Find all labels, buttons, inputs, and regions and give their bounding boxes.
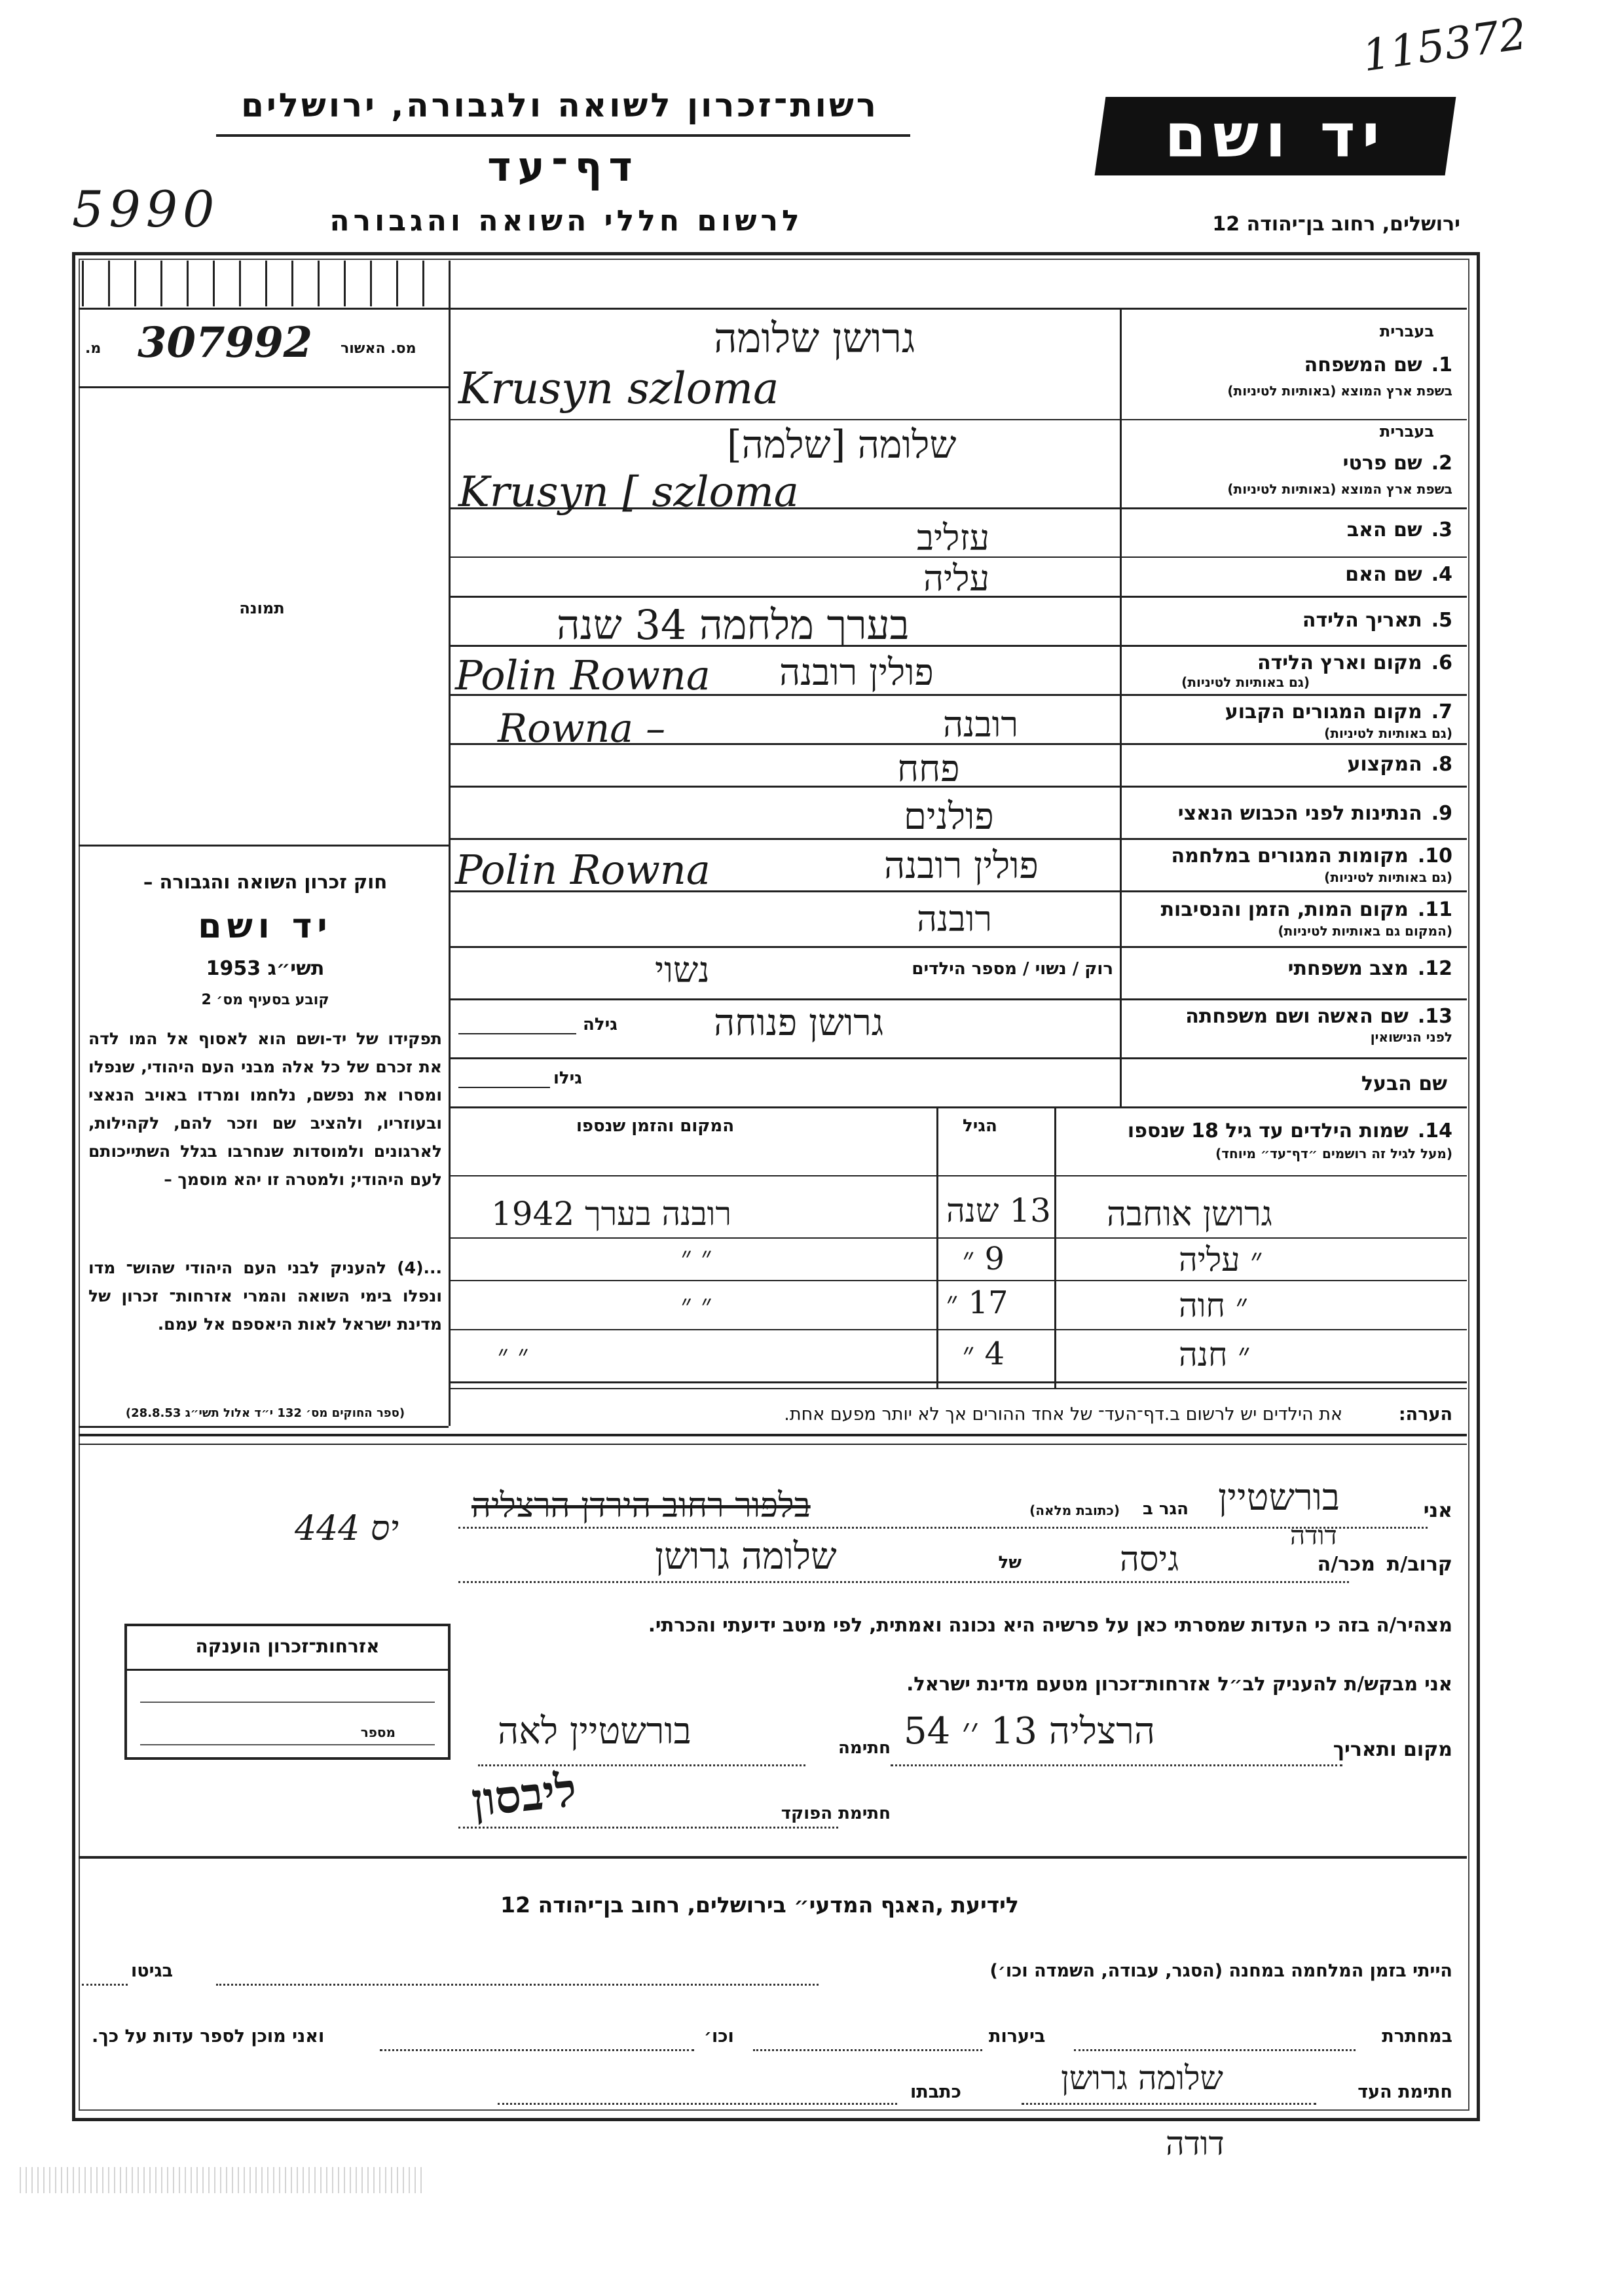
- field-3-value[interactable]: עזליב: [917, 517, 990, 558]
- note-bottom-line: [79, 1434, 1467, 1436]
- field-4-value[interactable]: עליה: [923, 558, 990, 599]
- child-2-place[interactable]: ״ ״: [681, 1241, 712, 1274]
- field-7-hint: (גם באותיות לטיניות): [1324, 725, 1452, 741]
- field-8-value[interactable]: פחח: [897, 748, 960, 790]
- field-7-value-he[interactable]: רובנה: [943, 704, 1018, 745]
- field-13-age-line: [458, 1033, 576, 1034]
- declaration-relative-value[interactable]: דודה: [1290, 1521, 1337, 1551]
- child-4-place[interactable]: ״ ״: [498, 1339, 529, 1372]
- form-subtitle: לרשום חללי השואה והגבורה: [329, 204, 803, 238]
- field-7-label: 7.מקום המגורים הקבוע: [1225, 701, 1452, 723]
- place-date-label: מקום ותאריך: [1333, 1738, 1452, 1761]
- left-column-divider: [449, 261, 451, 1426]
- footer-testimony-label: ואני מוכן לספר עדות על כך.: [92, 2026, 325, 2047]
- note-label: הערה:: [1398, 1404, 1452, 1425]
- children-row-line: [449, 1381, 1467, 1383]
- field-11-label: 11.מקום המות, הזמן והנסיבות: [1160, 898, 1452, 921]
- declaration-request: אני מבקש/ת להעניק לב״ל אזרחות־זכרון מטעם מדינת ישראל.: [906, 1673, 1452, 1695]
- field-2-value-he[interactable]: שלומה [שלמה]: [727, 422, 957, 467]
- declaration-line-2: [458, 1581, 1349, 1583]
- declaration-me-value[interactable]: בורשטיין: [1218, 1476, 1340, 1519]
- header-underline: [216, 134, 910, 137]
- law-year: תשי״ג 1953: [206, 957, 325, 980]
- declaration-friend-value[interactable]: גיסה: [1120, 1540, 1179, 1579]
- children-header-line: [449, 1175, 1467, 1176]
- top-tick-strip: [82, 261, 449, 306]
- note-bottom-line-2: [79, 1444, 1467, 1445]
- child-4-age[interactable]: 4 ״: [963, 1336, 1005, 1372]
- field-10-value-latin[interactable]: Polin Rowna: [455, 846, 710, 894]
- photo-label: תמונה: [239, 599, 285, 617]
- field-6-value-latin[interactable]: Polin Rowna: [455, 651, 710, 699]
- children-row-line: [449, 1237, 1467, 1239]
- footer-witness-value[interactable]: שלומה גרושן: [1061, 2059, 1223, 2097]
- official-signature-value[interactable]: ליבסון: [469, 1762, 580, 1828]
- field-7-value-latin[interactable]: Rowna –: [498, 706, 666, 752]
- field-6-hint: (גם באותיות לטיניות): [1181, 674, 1310, 690]
- place-date-line: [891, 1764, 1342, 1766]
- footer-underground-line: [1074, 2049, 1356, 2051]
- field-1-lang: בעברית: [1379, 322, 1434, 340]
- footer-forests-line: [753, 2049, 982, 2051]
- field-3-label: 3.שם האב: [1346, 519, 1452, 541]
- row-line: [449, 998, 1467, 1000]
- declaration-statement: מצהיר/ה בזה כי העדות שמסרתי כאן על פרשיה היא נכונה ואמתית, לפי מיטב ידיעתי והכרתי.: [648, 1614, 1452, 1636]
- field-9-label: 9.הנתינות לפני הכבוש הנאצי: [1177, 802, 1452, 825]
- field-13-label: 13.שם האשה ושם משפחתה: [1185, 1005, 1452, 1028]
- children-subtitle: (מעל לגיל זה רושמים ״דף־עד״ מיוחד): [1215, 1146, 1452, 1161]
- law-panel-top-line: [79, 845, 449, 847]
- row-line: [449, 946, 1467, 948]
- footer-ghetto-label: בגיטו: [131, 1961, 174, 1981]
- signature-label: חתימה: [838, 1738, 891, 1758]
- footer-underground-label: במחתרת: [1382, 2026, 1452, 2047]
- field-1-label: 1.שם המשפחה: [1304, 354, 1452, 376]
- footer-address-line: [498, 2103, 897, 2105]
- children-col-place: המקום והזמן שנספו: [576, 1116, 735, 1136]
- archive-number: 5990: [72, 180, 220, 238]
- field-9-value[interactable]: פולנים: [904, 795, 994, 838]
- declaration-me-label: אני: [1423, 1499, 1452, 1522]
- field-4-label: 4.שם האם: [1345, 563, 1452, 586]
- field-12-hint: רוק / נשוי / מספר הילדים: [912, 959, 1113, 979]
- official-signature-line: [458, 1827, 838, 1829]
- approval-line: [79, 386, 449, 388]
- row-line: [449, 838, 1467, 840]
- logo-text: יד ושם: [1164, 101, 1386, 171]
- children-name-divider: [1054, 1106, 1056, 1388]
- archive-stamp-number: 115372: [1359, 8, 1530, 82]
- child-1-name[interactable]: גרושן אוחבה: [1107, 1195, 1272, 1234]
- child-4-name[interactable]: ״ חנה: [1179, 1336, 1251, 1374]
- footer-ghetto-line: [82, 1984, 128, 1986]
- husband-age-label: גילו: [553, 1068, 582, 1088]
- footer-camp-label: הייתי בזמן המלחמה במחנה (הסגר, עבודה, השמדה וכו׳): [989, 1961, 1452, 1981]
- child-3-place[interactable]: ״ ״: [681, 1288, 712, 1322]
- top-band-line: [79, 308, 1467, 310]
- declaration-margin-note: 444 יס: [295, 1509, 399, 1548]
- declaration-relative-label: קרוב/ת: [1386, 1553, 1452, 1576]
- place-date-value[interactable]: הרצליה 13 ׳׳ 54: [904, 1710, 1155, 1753]
- declaration-friend-label: מכר/ה: [1317, 1553, 1375, 1576]
- declaration-address-hint: (כתובת מלאה): [1029, 1503, 1120, 1518]
- yad-vashem-logo: [1095, 97, 1456, 175]
- field-6-label: 6.מקום וארץ הלידה: [1257, 651, 1452, 674]
- footer-etc-line: [380, 2049, 694, 2051]
- law-name: יד ושם: [198, 907, 333, 946]
- label-column-divider: [1120, 308, 1122, 1106]
- law-text-2: ...(4) להעניק לבני העם היהודי שהוש־ מדו ונפלו בימי השואה והמרי אזרחות־ זכרון של מדינת ישראל לאות היאספם אל עמם.: [88, 1258, 442, 1334]
- declaration-resident-label: הגר ב: [1142, 1499, 1189, 1519]
- field-11-value[interactable]: רובנה: [917, 898, 992, 939]
- field-2-label: 2.שם פרטי: [1342, 452, 1452, 475]
- field-6-value-he[interactable]: פולין רובנה: [779, 651, 934, 694]
- row-line: [449, 1106, 1467, 1108]
- footer-top-line: [79, 1856, 1467, 1859]
- field-13-age-label: גילה: [583, 1015, 618, 1034]
- field-2-lang: בעברית: [1379, 422, 1434, 441]
- children-row-line: [449, 1280, 1467, 1281]
- child-3-age[interactable]: 17 ״: [946, 1285, 1008, 1321]
- field-12-value[interactable]: נשוי: [655, 949, 710, 991]
- field-12-label: 12.מצב משפחתי: [1287, 957, 1452, 980]
- row-line: [449, 419, 1467, 420]
- child-1-age[interactable]: 13 שנה: [946, 1192, 1051, 1230]
- footer-etc-label: וכו׳: [704, 2026, 734, 2047]
- field-5-label: 5.תאריך הלידה: [1302, 609, 1452, 632]
- declaration-of-label: של: [998, 1553, 1022, 1573]
- children-row-line: [449, 1329, 1467, 1330]
- row-line: [449, 1057, 1467, 1059]
- law-reference: (ספר החוקים מס׳ 132 י״ד אלול תשי״ג 28.8.53): [125, 1406, 405, 1420]
- citizenship-box-number: מספר: [360, 1724, 396, 1740]
- law-panel-bottom-line: [79, 1426, 449, 1428]
- citizenship-box: [124, 1624, 451, 1760]
- note-top-line: [449, 1388, 1467, 1389]
- husband-age-line: [458, 1087, 550, 1088]
- law-title: חוק זכרון השואה והגבורה –: [143, 871, 388, 893]
- approval-number-value: 307992: [138, 318, 313, 367]
- field-13-value[interactable]: גרושן פנוחה: [714, 1002, 884, 1044]
- footer-forests-label: ביערות: [989, 2026, 1046, 2047]
- field-5-value[interactable]: בערך מלחמה 34 שנה: [557, 601, 910, 649]
- field-10-value-he[interactable]: פולין רובנה: [884, 845, 1039, 887]
- child-3-name[interactable]: ״ חוה: [1179, 1286, 1249, 1324]
- footer-address-label: כתבתו: [910, 2082, 961, 2102]
- children-title: 14.שמות הילדים עד גיל 18 שנספו: [1127, 1120, 1452, 1142]
- children-col-age: הגיל: [963, 1116, 997, 1136]
- footer-witness-label: חתימת העד: [1357, 2082, 1452, 2102]
- field-10-label: 10.מקומות המגורים במלחמה: [1171, 845, 1452, 867]
- form-title: דף־עד: [487, 143, 639, 191]
- children-age-divider: [936, 1106, 938, 1388]
- field-2-value-latin[interactable]: Krusyn [ szloma: [458, 468, 799, 517]
- field-11-hint: (המקום גם באותיות לטיניות): [1278, 923, 1452, 939]
- field-1-value-latin[interactable]: Krusyn szloma: [458, 363, 779, 414]
- child-1-place[interactable]: רובנה בערך 1942: [491, 1195, 732, 1233]
- field-1-hint: בשפת ארץ המוצא (באותיות לטיניות): [1227, 383, 1452, 399]
- footer-info-title: לידיעת ,האגף המדעי״ בירושלים, רחוב בן־יהודה 12: [500, 1892, 1019, 1918]
- field-8-label: 8.המקצוע: [1347, 753, 1452, 776]
- authority-name: רשות־זכרון לשואה ולגבורה, ירושלים: [241, 86, 879, 124]
- header-address: ירושלים, רחוב בן־יהודה 12: [1212, 213, 1460, 236]
- child-2-age[interactable]: 9 ״: [963, 1241, 1005, 1277]
- declaration-address-value[interactable]: בלפור רחוב הירדן הרצליה: [471, 1486, 811, 1525]
- approval-mark: מ.: [85, 340, 101, 357]
- footer-camp-line: [216, 1984, 819, 1986]
- citizenship-box-title: אזרחות־זכרון הוענקה: [195, 1635, 380, 1657]
- child-2-name[interactable]: ״ עליה: [1179, 1241, 1263, 1279]
- signature-value[interactable]: בורשטיין לאה: [498, 1710, 692, 1753]
- law-text-1: תפקידו של יד-ושם הוא לאסוף אל המו לדה את זכרם של כל אלה מבני העם היהודי, שנפלו ומסרו את נפשם, נלחמו ומרדו באויב הנאצי ובעוזריו, ולהציב שם וזכר להם, לקהילות, לארגונים ולמוסדות שנחרבו בגלל השתייכותם לעם היהודי; ולמטרה זו יהא מוסמך –: [88, 1029, 442, 1189]
- field-10-hint: (גם באותיות לטיניות): [1324, 869, 1452, 885]
- field-13-hint: לפני הנישואין: [1370, 1029, 1452, 1045]
- approval-number-label: מס. האשור: [341, 340, 416, 357]
- official-signature-label: חתימת הפוקד: [781, 1804, 891, 1823]
- field-2-hint: בשפת ארץ המוצא (באותיות לטיניות): [1227, 481, 1452, 497]
- note-text: את הילדים יש לרשום ב.דף־העד־ של אחד ההורים אך לא יותר מפעם אחת.: [784, 1404, 1342, 1425]
- footer-witness-line: [1022, 2103, 1316, 2105]
- field-1-value-he[interactable]: גרושן שלומה: [714, 314, 915, 362]
- scan-noise: [20, 2167, 426, 2193]
- declaration-of-value[interactable]: שלומה גרושן: [655, 1535, 837, 1578]
- footer-below-note: דודה: [1166, 2124, 1225, 2162]
- husband-label: שם הבעל: [1361, 1072, 1447, 1095]
- declaration-line-1: [458, 1527, 1428, 1529]
- signature-line: [478, 1764, 805, 1766]
- law-clause: קובע בסעיף מס׳ 2: [201, 992, 329, 1008]
